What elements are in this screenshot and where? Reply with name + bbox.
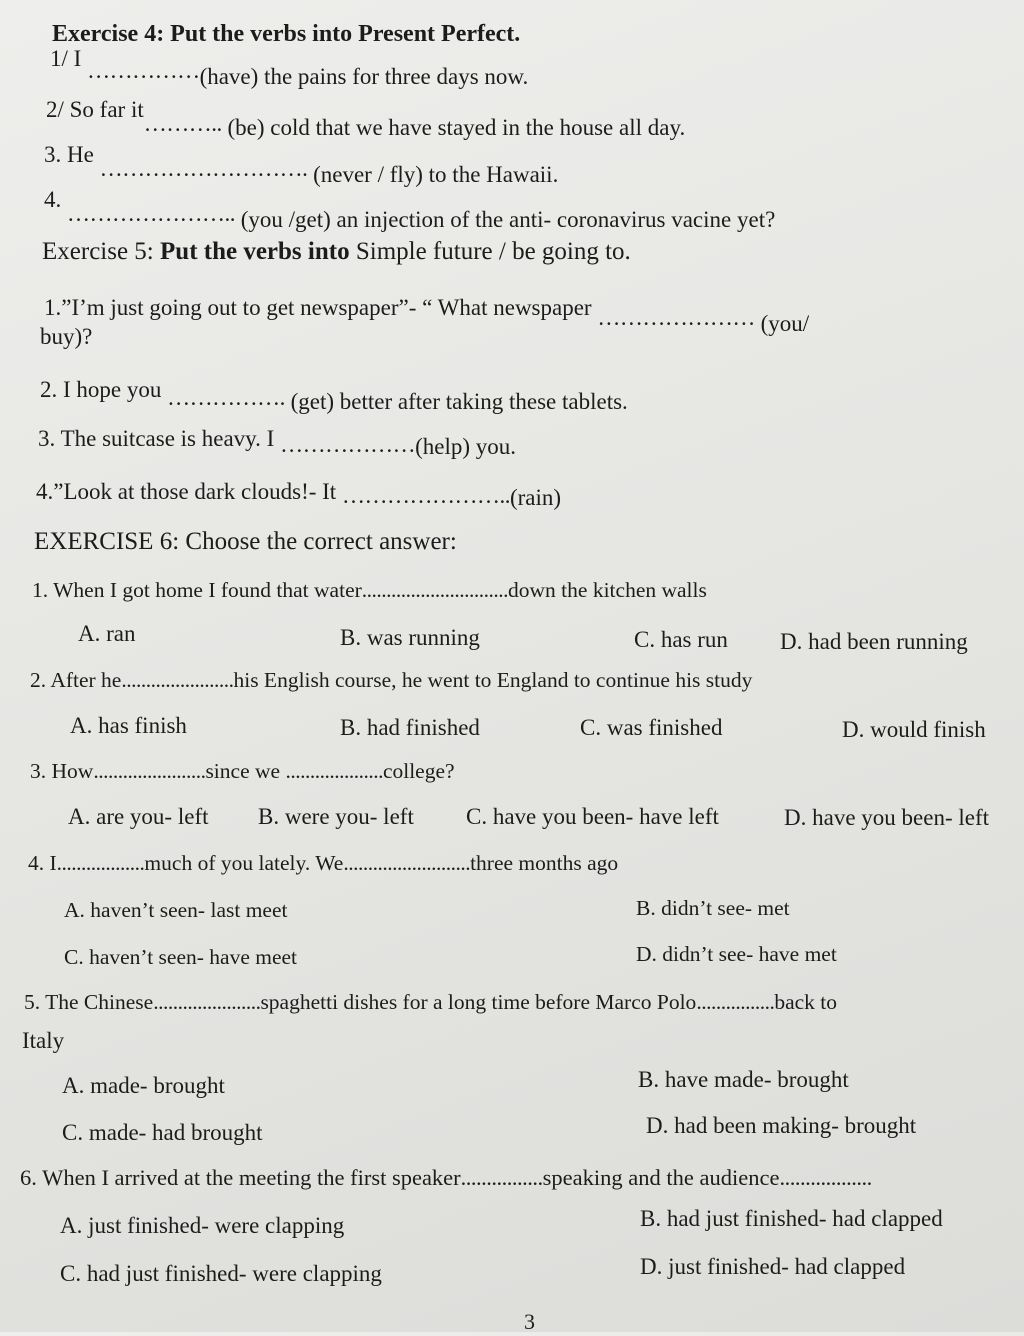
ex4-item-4: 4. ………………….. (you /get) an injection of the anti- coronavirus vacine yet? xyxy=(44,187,776,232)
q6-option-d[interactable]: D. just finished- had clapped xyxy=(640,1254,906,1279)
ex5-blank-2[interactable]: ……………. xyxy=(167,385,285,410)
ex5-item-1-cont: buy)? xyxy=(40,324,93,349)
page-number: 3 xyxy=(524,1309,535,1334)
q5-option-b[interactable]: B. have made- brought xyxy=(638,1067,849,1092)
exercise5-title: Exercise 5: Put the verbs into Simple future / be going to. xyxy=(42,238,631,265)
q2-option-d[interactable]: D. would finish xyxy=(842,717,986,742)
ex5-blank-1[interactable]: ………………… xyxy=(597,305,755,330)
q3-stem: 3. How.......................since we ....................college? xyxy=(30,759,455,783)
q4-option-c[interactable]: C. haven’t seen- have meet xyxy=(64,945,298,969)
exercise4-title: Exercise 4: Put the verbs into Present Perfect. xyxy=(52,21,521,47)
q4-option-a[interactable]: A. haven’t seen- last meet xyxy=(64,898,288,922)
q2-option-a[interactable]: A. has finish xyxy=(70,713,187,738)
q4-option-d[interactable]: D. didn’t see- have met xyxy=(636,942,837,966)
q4-blank-2[interactable]: .......................... xyxy=(343,851,471,875)
q3-option-c[interactable]: C. have you been- have left xyxy=(466,804,719,829)
q4-stem: 4. I..................much of you lately. We..........................three months ago xyxy=(28,851,619,875)
ex4-blank-4[interactable]: ………………….. xyxy=(67,201,235,226)
ex5-blank-3[interactable]: ……………… xyxy=(280,432,416,457)
ex4-item-1: 1/ I ……………(have) the pains for three days now. xyxy=(50,46,529,89)
q3-option-a[interactable]: A. are you- left xyxy=(68,804,209,829)
q2-stem: 2. After he.......................his English course, he went to England to continue his study xyxy=(30,668,753,692)
q6-option-a[interactable]: A. just finished- were clapping xyxy=(60,1213,345,1238)
ex5-item-3: 3. The suitcase is heavy. I ………………(help) you. xyxy=(38,426,516,459)
ex4-item-3: 3. He ………………………. (never / fly) to the Hawaii. xyxy=(44,142,559,187)
ex4-item-2: 2/ So far it……….. (be) cold that we have stayed in the house all day. xyxy=(46,97,686,140)
q3-option-d[interactable]: D. have you been- left xyxy=(784,805,990,830)
q3-blank-2[interactable]: .................... xyxy=(285,759,383,783)
q5-stem: 5. The Chinese......................spaghetti dishes for a long time before Marco Polo................back to xyxy=(24,990,837,1014)
q2-option-b[interactable]: B. had finished xyxy=(340,715,480,740)
q3-option-b[interactable]: B. were you- left xyxy=(258,804,414,829)
q5-stem-cont: Italy xyxy=(22,1028,65,1053)
q2-blank[interactable]: ....................... xyxy=(121,668,234,692)
ex4-blank-1[interactable]: …………… xyxy=(87,58,200,83)
q5-option-c[interactable]: C. made- had brought xyxy=(62,1120,263,1145)
q5-option-a[interactable]: A. made- brought xyxy=(62,1073,225,1098)
ex5-item-1: 1.”I’m just going out to get newspaper”- “ What newspaper ………………… (you/ xyxy=(44,295,810,336)
q1-option-a[interactable]: A. ran xyxy=(78,621,136,646)
ex5-blank-4[interactable]: ………………….. xyxy=(341,483,510,508)
q1-stem: 1. When I got home I found that water..............................down the kitchen walls xyxy=(32,578,707,602)
q6-option-b[interactable]: B. had just finished- had clapped xyxy=(640,1206,943,1231)
q1-blank[interactable]: .............................. xyxy=(361,578,509,602)
q4-option-b[interactable]: B. didn’t see- met xyxy=(636,896,790,920)
ex5-item-2: 2. I hope you ……………. (get) better after taking these tablets. xyxy=(40,377,628,414)
q6-option-c[interactable]: C. had just finished- were clapping xyxy=(60,1261,382,1286)
q5-blank-1[interactable]: ...................... xyxy=(153,990,261,1014)
q5-option-d[interactable]: D. had been making- brought xyxy=(646,1113,917,1138)
q6-blank-1[interactable]: ................ xyxy=(460,1165,543,1190)
ex4-blank-2[interactable]: ……….. xyxy=(143,111,222,136)
ex4-blank-3[interactable]: ………………………. xyxy=(99,156,308,181)
q3-blank-1[interactable]: ....................... xyxy=(93,759,206,783)
exercise6-title: EXERCISE 6: Choose the correct answer: xyxy=(34,528,457,555)
q1-option-b[interactable]: B. was running xyxy=(340,625,480,650)
ex5-item-4: 4.”Look at those dark clouds!- It …………………..(rain) xyxy=(36,479,562,510)
q1-option-c[interactable]: C. has run xyxy=(634,627,728,652)
q4-blank-1[interactable]: .................. xyxy=(56,851,145,875)
q6-blank-2[interactable]: .................. xyxy=(779,1165,872,1190)
q6-stem: 6. When I arrived at the meeting the first speaker................speaking and the audience.................. xyxy=(20,1165,872,1190)
q2-option-c[interactable]: C. was finished xyxy=(580,715,723,740)
q5-blank-2[interactable]: ................ xyxy=(696,990,775,1014)
q1-option-d[interactable]: D. had been running xyxy=(780,629,968,654)
